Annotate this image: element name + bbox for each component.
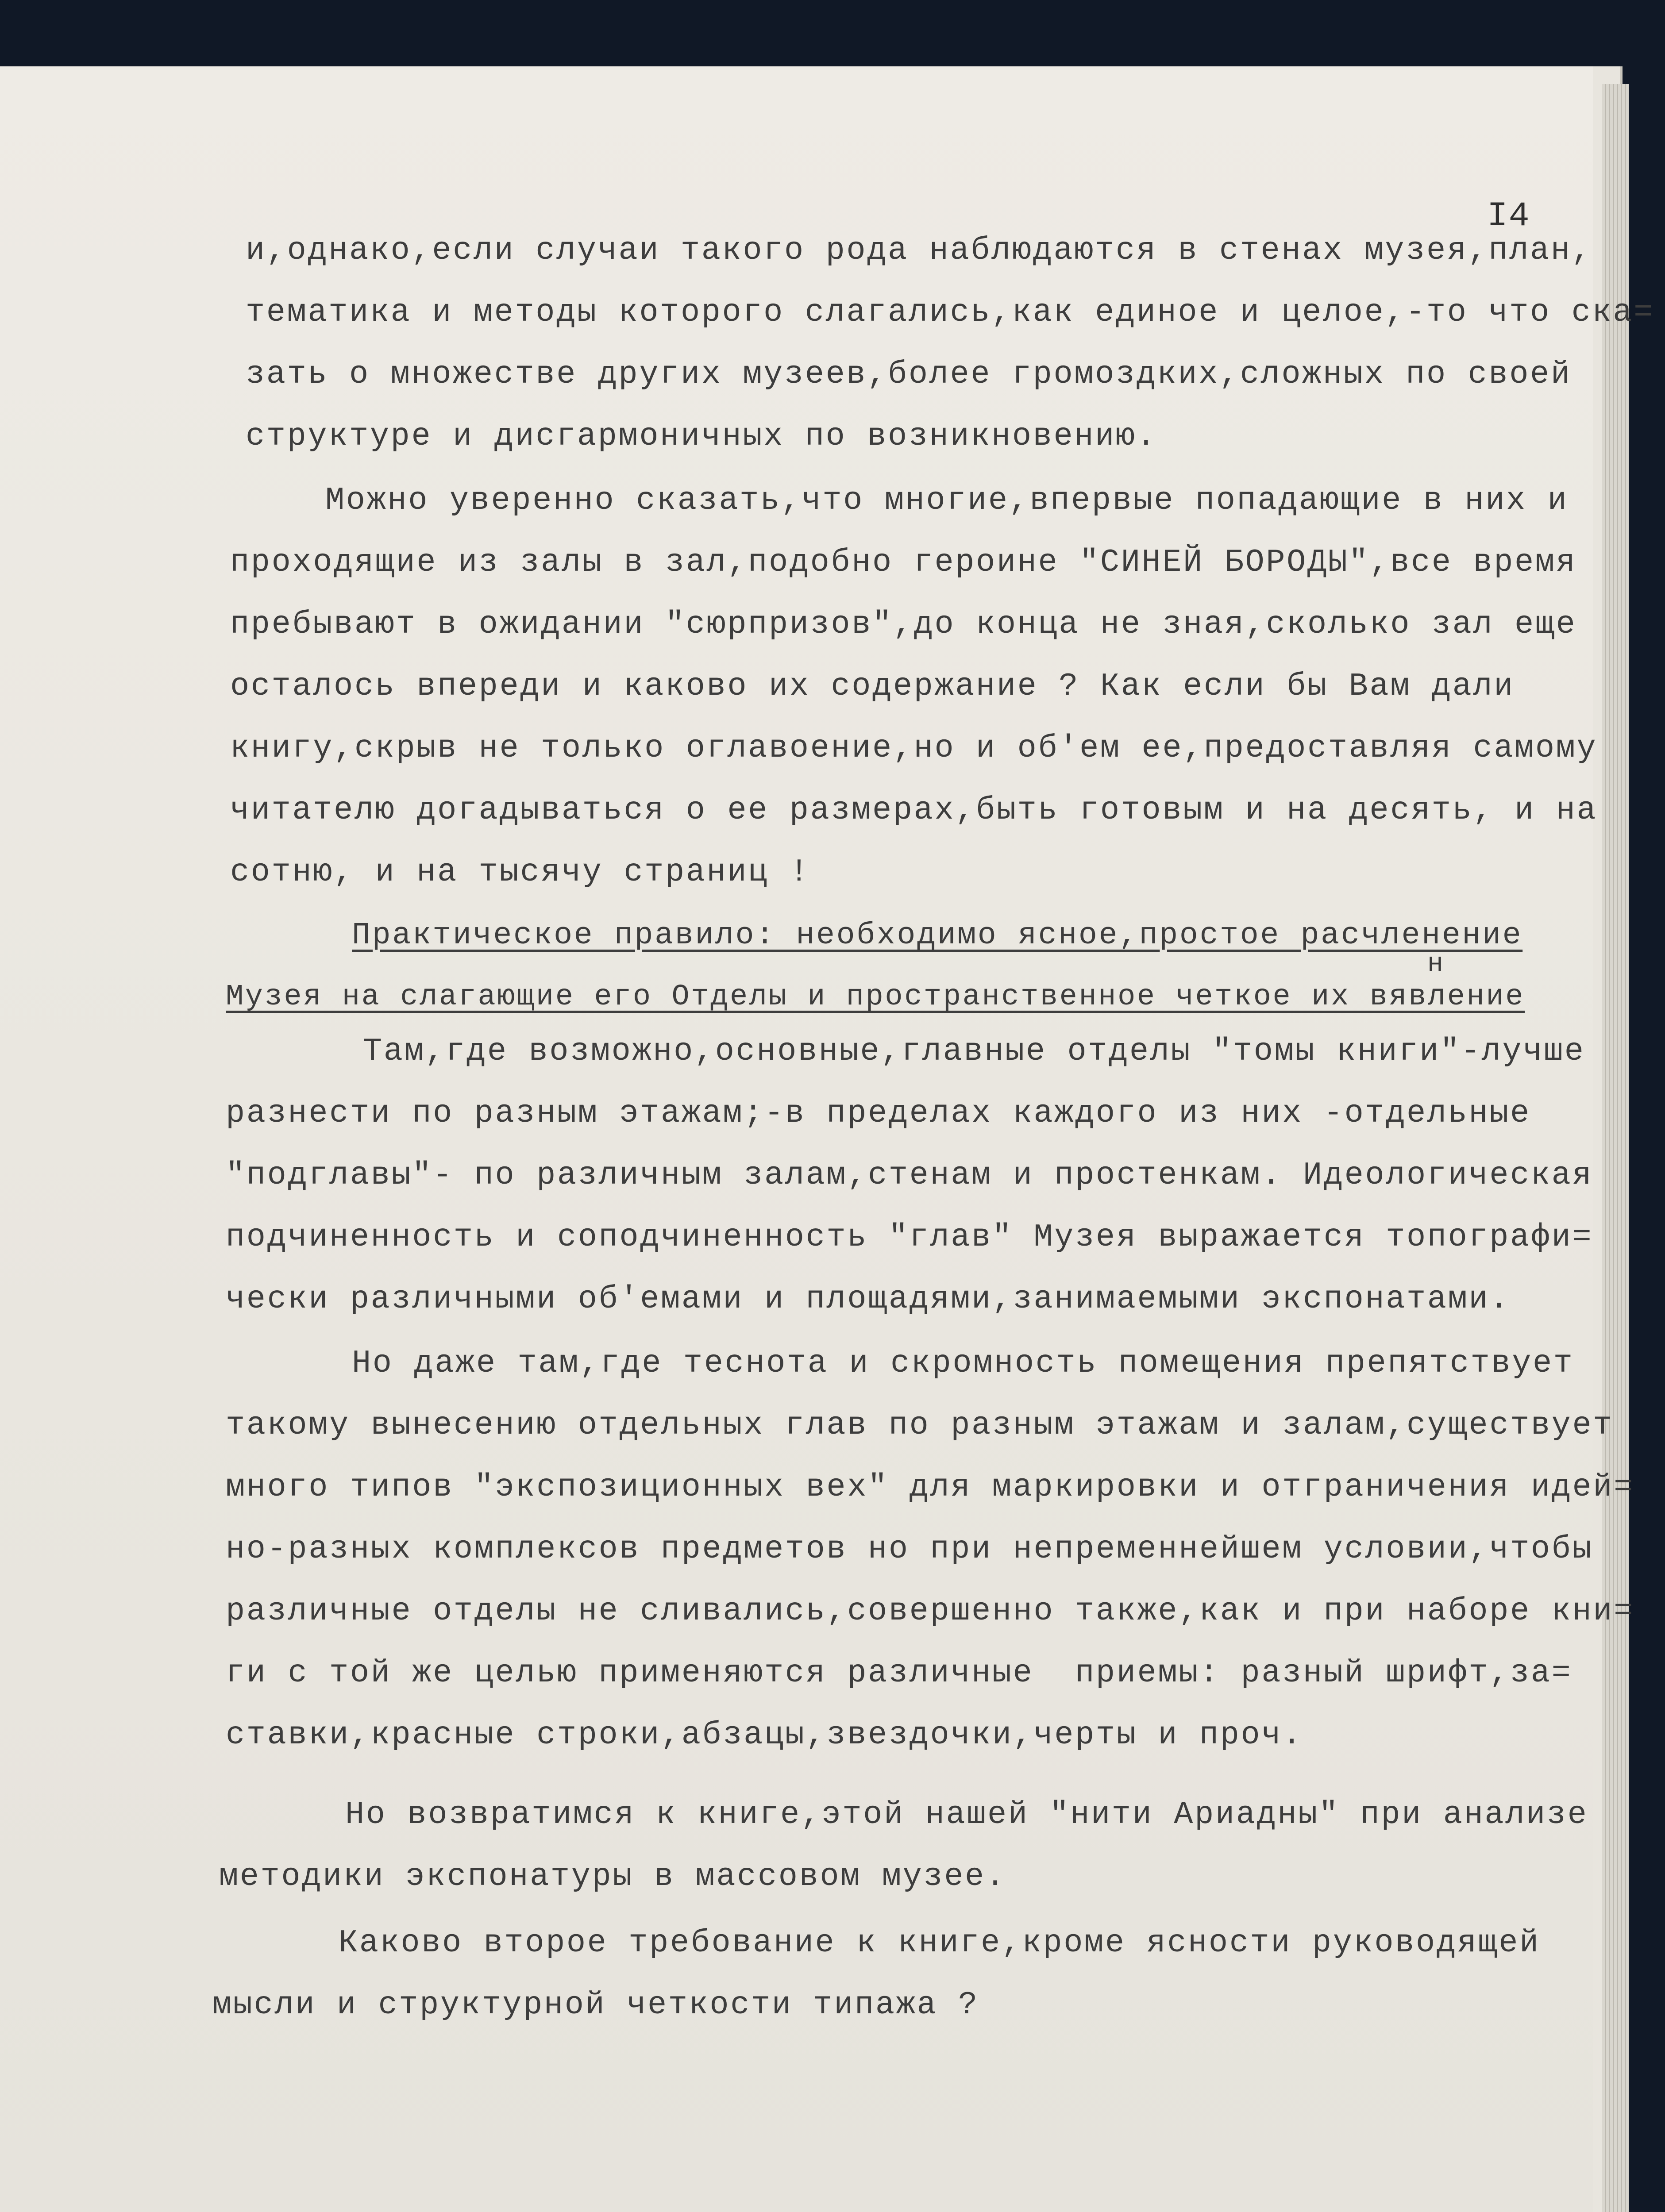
text-line: читателю догадываться о ее размерах,быть готовым и на десять, и на [230, 792, 1598, 828]
rule-heading-line-2: Музея на слагающие его Отделы и пространственное четкое их вявление [226, 980, 1525, 1014]
text-line: Но возвратимся к книге,этой нашей "нити Ариадны" при анализе [345, 1797, 1588, 1833]
text-line: подчиненность и соподчиненность "глав" Музея выражается топографи= [226, 1219, 1593, 1255]
typewritten-page [0, 66, 1654, 2212]
insert-mark: н [1427, 949, 1445, 979]
text-line: такому вынесению отдельных глав по разным этажам и залам,существует [226, 1407, 1614, 1443]
text-line: Но даже там,где теснота и скромность помещения препятствует [352, 1345, 1574, 1381]
text-line: чески различными об'емами и площадями,занимаемыми экспонатами. [226, 1281, 1511, 1317]
text-line: разнести по разным этажам;-в пределах каждого из них -отдельные [226, 1095, 1531, 1131]
text-line: осталось впереди и каково их содержание ? Как если бы Вам дали [230, 668, 1515, 704]
page-number: I4 [1487, 197, 1530, 236]
text-line: Там,где возможно,основные,главные отделы "томы книги"-лучше [363, 1033, 1585, 1069]
text-line: тематика и методы которого слагались,как единое и целое,-то что ска= [246, 294, 1654, 331]
text-line: Можно уверенно сказать,что многие,впервые попадающие в них и [325, 482, 1569, 519]
rule-heading-line-1: Практическое правило: необходимо ясное,простое расчленение [352, 918, 1523, 953]
text-line: ги с той же целью применяются различные приемы: разный шрифт,за= [226, 1655, 1572, 1691]
text-line: структуре и дисгармоничных по возникновению. [246, 418, 1157, 454]
text-line: и,однако,если случаи такого рода наблюдаются в стенах музея,план, [246, 232, 1592, 269]
text-line: различные отделы не сливались,совершенно также,как и при наборе кни= [226, 1593, 1634, 1629]
text-line: Каково второе требование к книге,кроме ясности руководящей [339, 1925, 1540, 1961]
text-line: книгу,скрыв не только оглавоение,но и об'ем ее,предоставляя самому [230, 730, 1598, 766]
page-stack-edge [1602, 84, 1629, 2212]
text-line: но-разных комплексов предметов но при непременнейшем условии,чтобы [226, 1531, 1593, 1567]
text-line: ставки,красные строки,абзацы,звездочки,черты и проч. [226, 1717, 1303, 1753]
text-line: пребывают в ожидании "сюрпризов",до конца не зная,сколько зал еще [230, 606, 1577, 642]
text-line: много типов "экспозиционных вех" для маркировки и отграничения идей= [226, 1469, 1634, 1505]
text-line: "подглавы"- по различным залам,стенам и простенкам. Идеологическая [226, 1157, 1593, 1193]
text-line: зать о множестве других музеев,более громоздких,сложных по своей [246, 356, 1572, 392]
text-line: мысли и структурной четкости типажа ? [212, 1987, 979, 2023]
text-line: сотню, и на тысячу страниц ! [230, 854, 810, 890]
text-line: проходящие из залы в зал,подобно героине "СИНЕЙ БОРОДЫ",все время [230, 544, 1577, 581]
text-line: методики экспонатуры в массовом музее. [219, 1858, 1006, 1895]
